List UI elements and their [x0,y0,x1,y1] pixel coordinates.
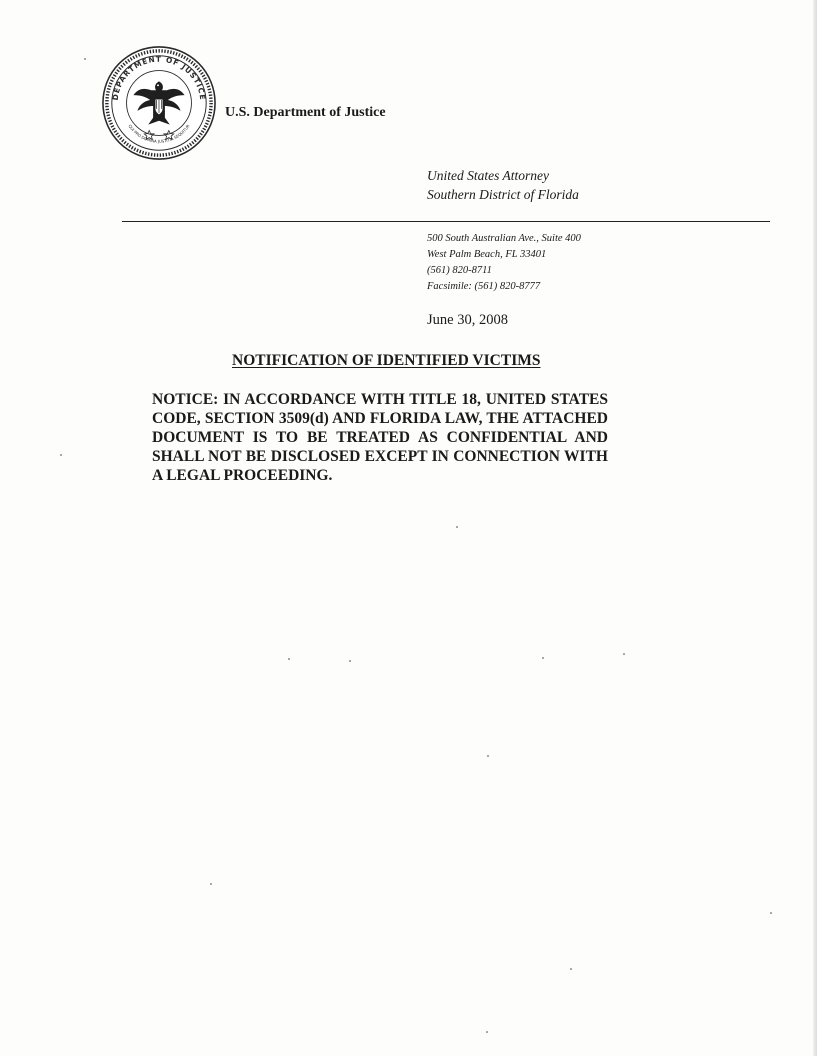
letter-date: June 30, 2008 [427,312,508,328]
scan-speck [486,1031,488,1033]
scan-speck [288,658,290,660]
doj-seal-icon [100,44,218,162]
scan-speck [570,968,572,970]
page-edge-shadow [813,0,817,1056]
address-block [427,231,581,295]
seal-motto: QUI PRO DOMINA JUSTITIA SEQUITUR [127,123,191,144]
scan-speck [542,657,544,659]
scan-speck [456,526,458,528]
scan-speck [623,653,625,655]
letterhead-divider [122,221,770,222]
address-phone: (561) 820-8711 [427,265,492,276]
address-fax: Facsimile: (561) 820-8777 [427,281,541,292]
address-city: West Palm Beach, FL 33401 [427,249,547,260]
scan-speck [210,883,212,885]
office-district: Southern District of Florida [427,187,579,202]
confidentiality-notice: NOTICE: IN ACCORDANCE WITH TITLE 18, UNITED STATES CODE, SECTION 3509(d) AND FLORIDA LAW, THE ATTACHED DOCUMENT IS TO BE TREATED AS CONFIDENTIAL AND SHALL NOT BE DISCLOSED EXCEPT IN CONNECTION WITH A LEGAL PROCEEDING. [152,391,608,484]
office-block [427,166,579,204]
document-heading: NOTIFICATION OF IDENTIFIED VICTIMS [232,352,541,369]
address-street: 500 South Australian Ave., Suite 400 [427,233,581,244]
office-title: United States Attorney [427,168,549,183]
scan-speck [770,912,772,914]
scan-speck [349,660,351,662]
scan-speck [487,755,489,757]
department-name: U.S. Department of Justice [225,105,386,120]
seal-text: DEPARTMENT OF JUSTICE [110,54,208,101]
scan-speck [60,454,62,456]
scan-speck [84,58,86,60]
